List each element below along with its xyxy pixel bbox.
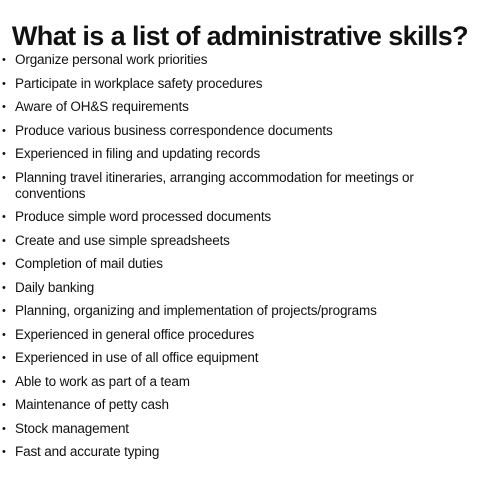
bullet-icon: • bbox=[2, 328, 6, 341]
list-item-text: Planning travel itineraries, arranging accommodation for meetings or conventions bbox=[15, 169, 414, 201]
bullet-icon: • bbox=[2, 258, 6, 270]
bullet-icon: • bbox=[2, 171, 6, 184]
bullet-icon: • bbox=[2, 422, 6, 435]
list-item bbox=[0, 350, 478, 366]
list-item bbox=[0, 280, 478, 296]
list-item bbox=[0, 123, 478, 139]
list-item bbox=[0, 76, 478, 92]
list-item-text: Organize personal work priorities bbox=[15, 52, 208, 67]
list-item-text: Aware of OH&S requirements bbox=[15, 99, 189, 114]
list-item-text: Stock management bbox=[15, 420, 129, 436]
bullet-icon: • bbox=[2, 148, 6, 160]
list-item-text: Create and use simple spreadsheets bbox=[15, 232, 230, 248]
list-item bbox=[0, 170, 478, 202]
list-item-text: Experienced in use of all office equipment bbox=[15, 350, 259, 365]
list-item-text: Experienced in filing and updating records bbox=[15, 146, 261, 161]
list-item bbox=[0, 209, 478, 225]
list-item bbox=[0, 52, 478, 68]
list-item bbox=[0, 327, 478, 343]
list-item-text: Experienced in general office procedures bbox=[15, 326, 255, 342]
list-item-text: Completion of mail duties bbox=[15, 256, 163, 271]
bullet-icon: • bbox=[2, 77, 6, 90]
list-item-text: Planning, organizing and implementation of projects/programs bbox=[15, 303, 377, 318]
list-item-text: Able to work as part of a team bbox=[15, 373, 190, 389]
skills-list bbox=[0, 52, 478, 468]
bullet-icon: • bbox=[2, 305, 6, 317]
list-item-text: Daily banking bbox=[15, 279, 95, 295]
list-item bbox=[0, 444, 478, 460]
bullet-icon: • bbox=[2, 375, 6, 388]
list-item-text: Fast and accurate typing bbox=[15, 444, 160, 459]
list-item bbox=[0, 146, 478, 162]
bullet-icon: • bbox=[2, 281, 6, 294]
list-item-text: Participate in workplace safety procedures bbox=[15, 75, 263, 91]
bullet-icon: • bbox=[2, 124, 6, 137]
bullet-icon: • bbox=[2, 101, 6, 113]
bullet-icon: • bbox=[2, 54, 6, 66]
list-item-text: Produce various business correspondence documents bbox=[15, 122, 333, 138]
list-item-text: Maintenance of petty cash bbox=[15, 397, 169, 412]
list-item bbox=[0, 421, 478, 437]
list-item bbox=[0, 233, 478, 249]
slide-title: What is a list of administrative skills? bbox=[11, 21, 469, 51]
list-item bbox=[0, 397, 478, 413]
list-item bbox=[0, 303, 478, 319]
bullet-icon: • bbox=[2, 234, 6, 247]
list-item bbox=[0, 374, 478, 390]
bullet-icon: • bbox=[2, 399, 6, 411]
bullet-icon: • bbox=[2, 446, 6, 458]
list-item bbox=[0, 99, 478, 115]
bullet-icon: • bbox=[2, 211, 6, 223]
list-item-text: Produce simple word processed documents bbox=[15, 209, 272, 224]
list-item bbox=[0, 256, 478, 272]
bullet-icon: • bbox=[2, 352, 6, 364]
